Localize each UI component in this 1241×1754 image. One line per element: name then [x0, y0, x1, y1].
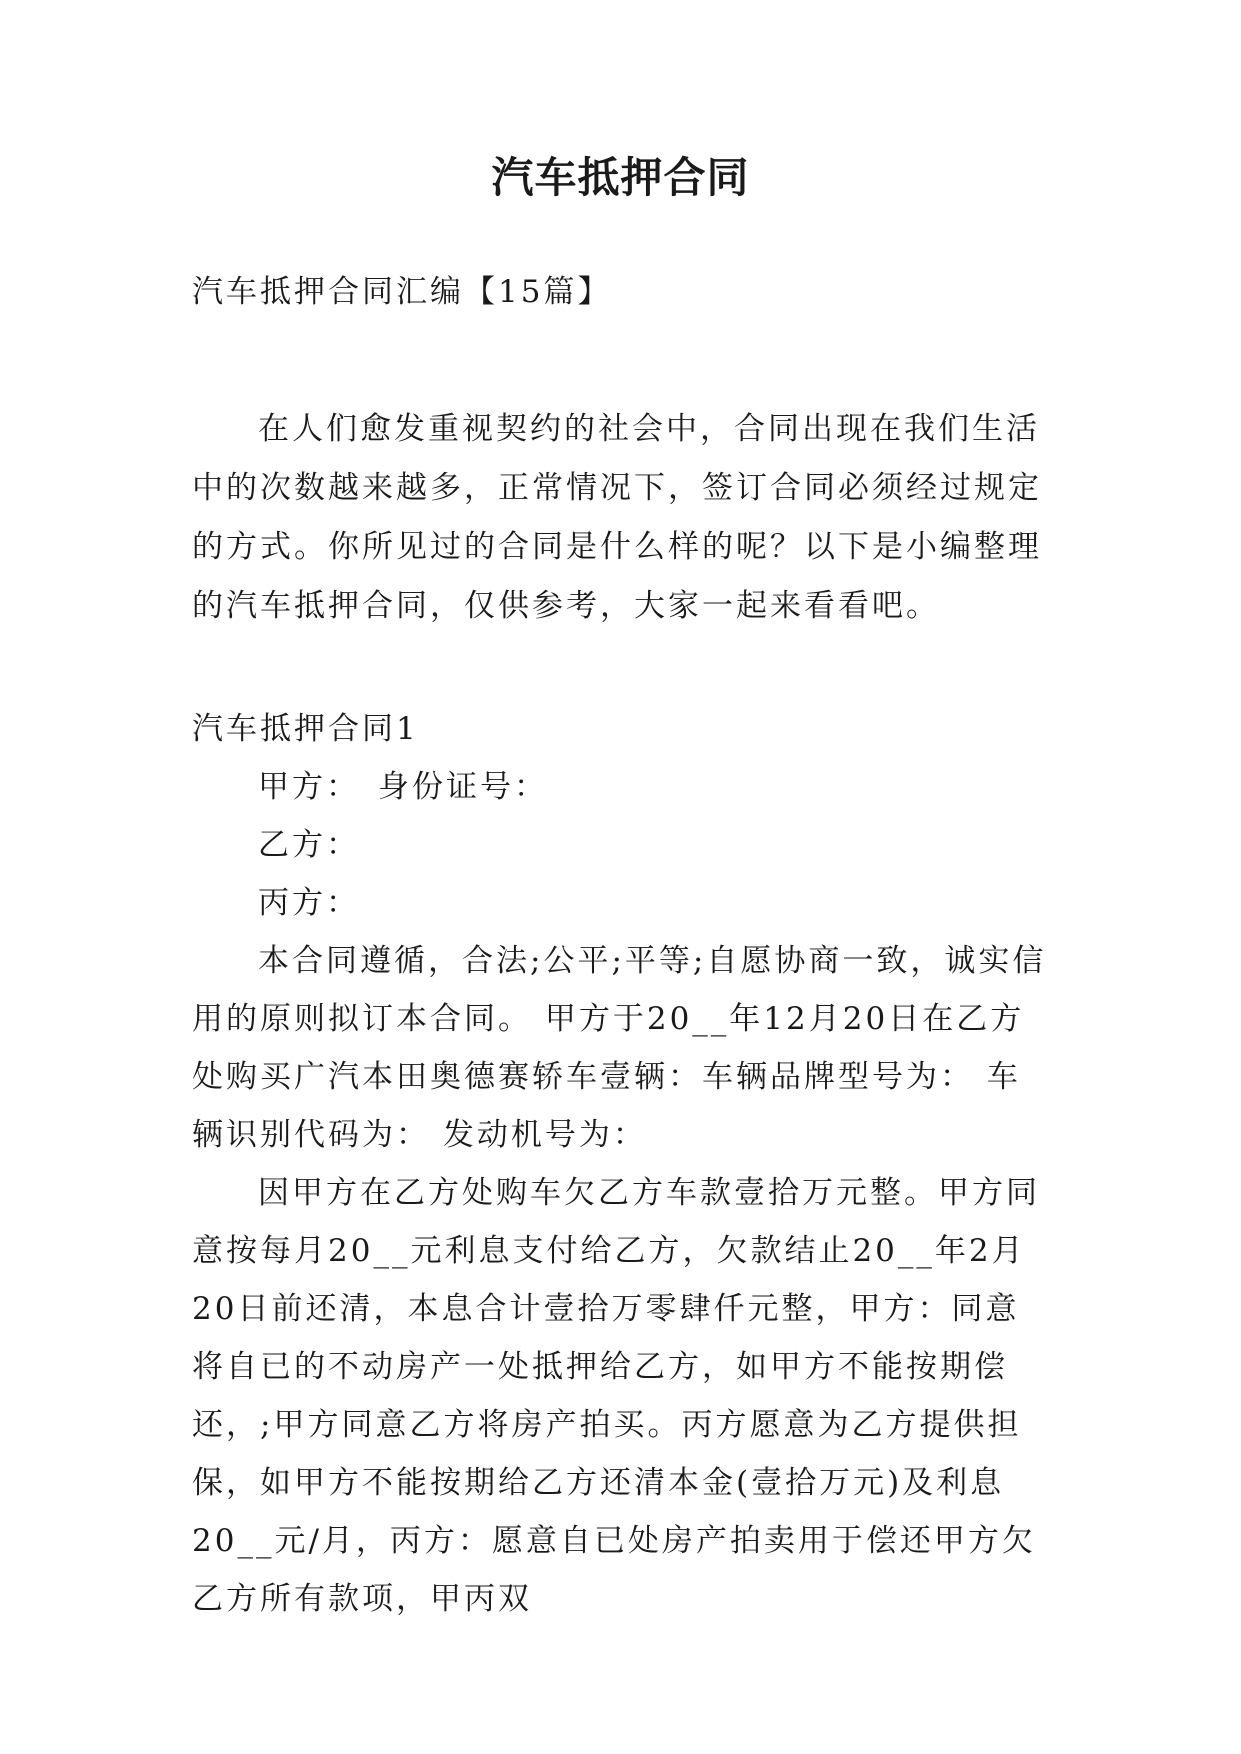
contract-paragraph-2: 因甲方在乙方处购车欠乙方车款壹拾万元整。甲方同意按每月20__元利息支付给乙方，欠款结止20__年2月20日前还清，本息合计壹拾万零肆仟元整，甲方：同意将自已的不动房产一处抵押给乙方，如甲方不能按期偿还，;甲方同意乙方将房产拍买。丙方愿意为乙方提供担保，如甲方不能按期给乙方还清本金(壹拾万元)及利息20__元/月，丙方：愿意自已处房产拍卖用于偿还甲方欠乙方所有款项，甲丙双	[192, 1175, 1040, 1617]
party-b-line: 乙方：	[258, 827, 360, 863]
contract-heading: 汽车抵押合同1	[192, 711, 419, 747]
page-title: 汽车抵押合同	[491, 153, 750, 202]
intro-paragraph: 在人们愈发重视契约的社会中，合同出现在我们生活中的次数越来越多，正常情况下，签订合同必须经过规定的方式。你所见过的合同是什么样的呢？以下是小编整理的汽车抵押合同，仅供参考，大家一起来看看吧。	[192, 411, 1042, 624]
party-a-label: 甲方：	[258, 769, 360, 805]
party-a-id-label: 身份证号：	[378, 769, 548, 805]
party-a-line	[192, 758, 1052, 816]
contract-paragraph-1: 本合同遵循，合法;公平;平等;自愿协商一致，诚实信用的原则拟订本合同。 甲方于20__年12月20日在乙方处购买广汽本田奥德赛轿车壹辆：车辆品牌型号为： 车辆识别代码为： 发动机号为：	[192, 943, 1047, 1153]
party-c-line: 丙方：	[258, 885, 360, 921]
contract-section	[192, 700, 1052, 1628]
document-subtitle: 汽车抵押合同汇编【15篇】	[192, 274, 612, 310]
